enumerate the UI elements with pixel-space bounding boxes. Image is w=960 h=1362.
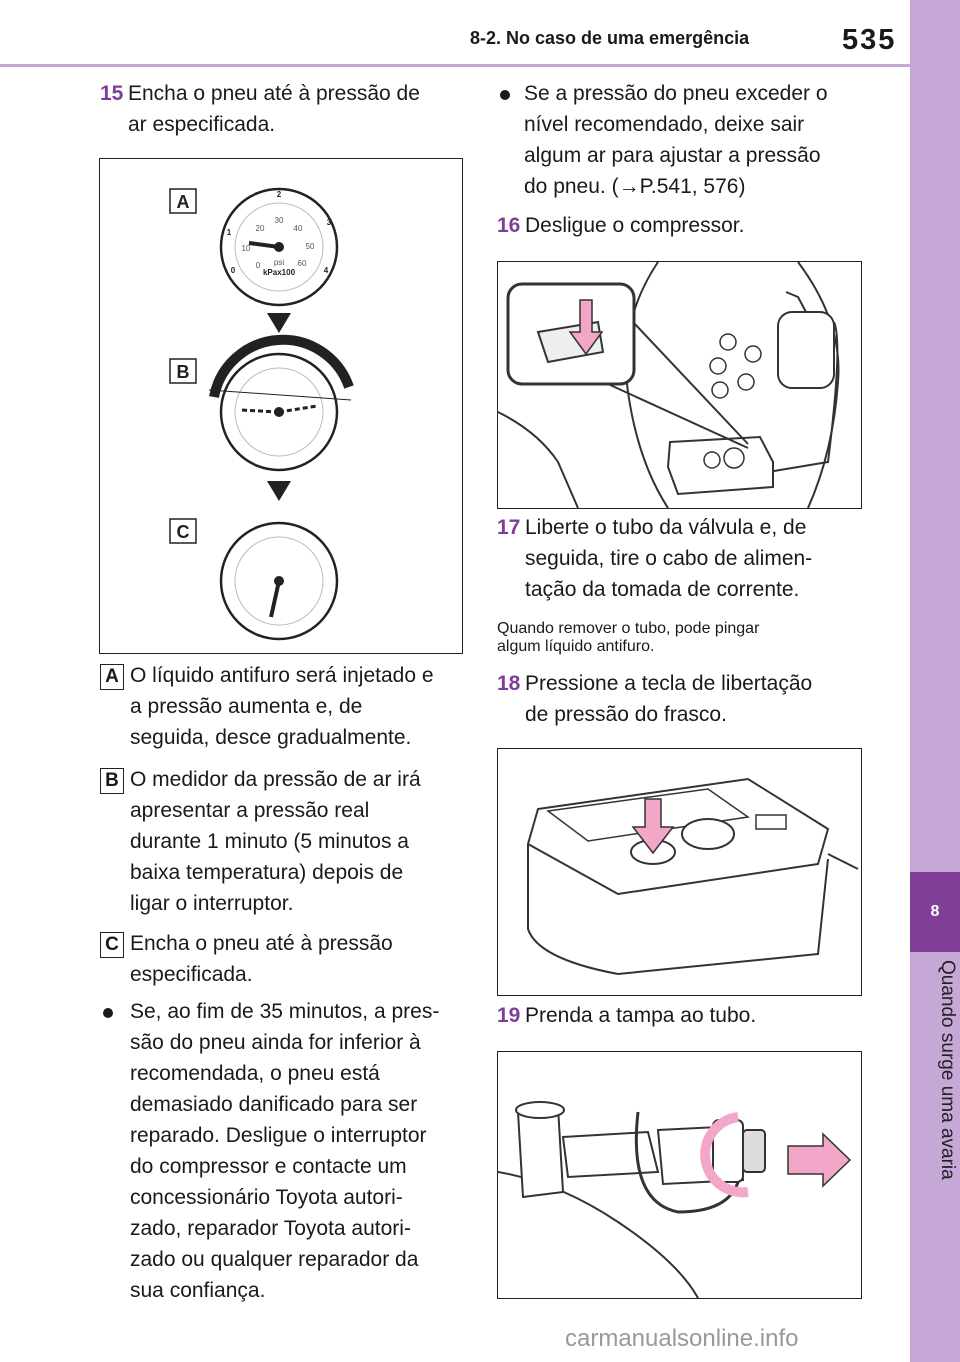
step-text-line: seguida, tire o cabo de alimen- — [525, 547, 813, 570]
text-line: do pneu. (→P.541, 576) — [524, 175, 746, 198]
gauge-illustration — [100, 159, 462, 653]
chapter-number: 8 — [930, 903, 940, 920]
gauge-kpa-4: 4 — [323, 266, 329, 275]
bullet-2-text — [524, 78, 869, 202]
gauge-psi-30: 30 — [274, 216, 284, 225]
step-16 — [497, 210, 857, 241]
chapter-number-box — [910, 872, 960, 952]
text-line: algum líquido antifuro. — [497, 638, 655, 655]
step-text-line: Pressione a tecla de libertação — [525, 672, 813, 695]
step-text-line: de pressão do frasco. — [525, 703, 727, 726]
gauge-figure — [99, 158, 463, 654]
bottle-release-figure — [497, 748, 862, 996]
text-line: durante 1 minuto (5 minutos a — [130, 830, 409, 853]
text-line: seguida, desce gradualmente. — [130, 726, 412, 749]
text-line: sua confiança. — [130, 1279, 266, 1302]
text-line: zado, reparador Toyota autori- — [130, 1217, 411, 1240]
text-line: O líquido antifuro será injetado e — [130, 664, 434, 687]
text-line: do compressor e contacte um — [130, 1155, 407, 1178]
watermark: carmanualsonline.info — [565, 1325, 799, 1352]
text-line: O medidor da pressão de ar irá — [130, 768, 421, 791]
gauge-unit-kpa: kPax100 — [262, 268, 296, 277]
figure-label-c: C — [176, 522, 190, 542]
gauge-kpa-1: 1 — [226, 228, 232, 237]
label-c: C — [105, 934, 119, 955]
figure-label-a: A — [176, 192, 190, 212]
text-line: demasiado danificado para ser — [130, 1093, 418, 1116]
gauge-kpa-2: 2 — [276, 190, 282, 199]
step-text-line: tação da tomada de corrente. — [525, 578, 800, 601]
text-line: Encha o pneu até à pressão — [130, 932, 393, 955]
page-number: 535 — [842, 24, 897, 56]
text-line: Quando remover o tubo, pode pingar — [497, 620, 760, 637]
section-title: 8-2. No caso de uma emergência — [470, 28, 750, 48]
step-text: Prenda a tampa ao tubo. — [525, 1004, 757, 1027]
gauge-psi-0: 0 — [255, 261, 261, 270]
text-line: Se a pressão do pneu exceder o — [524, 82, 828, 105]
cap-tube-figure — [497, 1051, 862, 1299]
step-number: 18 — [497, 672, 521, 695]
compressor-switch-figure — [497, 261, 862, 509]
item-c-text — [130, 928, 470, 990]
bullet-dot — [500, 90, 510, 100]
step-number: 17 — [497, 516, 521, 539]
step-number: 19 — [497, 1004, 521, 1027]
label-box-c — [100, 932, 124, 958]
label-box-b — [100, 768, 124, 794]
text-line: zado ou qualquer reparador da — [130, 1248, 419, 1271]
text-line: algum ar para ajustar a pressão — [524, 144, 821, 167]
gauge-kpa-0: 0 — [230, 266, 236, 275]
text-line: concessionário Toyota autori- — [130, 1186, 403, 1209]
text-line: a pressão aumenta e, de — [130, 695, 363, 718]
gauge-psi-40: 40 — [293, 224, 303, 233]
gauge-psi-60: 60 — [297, 259, 307, 268]
item-b-text — [130, 764, 470, 919]
step-text-line: ar especificada. — [128, 113, 276, 136]
gauge-psi-10: 10 — [241, 244, 251, 253]
label-box-a — [100, 664, 124, 690]
text-line: recomendada, o pneu está — [130, 1062, 380, 1085]
gauge-psi-20: 20 — [255, 224, 265, 233]
text-line: são do pneu ainda for inferior à — [130, 1031, 421, 1054]
text-line: baixa temperatura) depois de — [130, 861, 404, 884]
step-number: 15 — [100, 82, 124, 105]
item-a-text — [130, 660, 470, 753]
gauge-kpa-3: 3 — [326, 218, 332, 227]
header-divider — [0, 64, 912, 67]
step-text-line: Liberte o tubo da válvula e, de — [525, 516, 807, 539]
text-line: especificada. — [130, 963, 253, 986]
step-number: 16 — [497, 214, 521, 237]
step-text: Desligue o compressor. — [525, 214, 745, 237]
label-a: A — [105, 666, 119, 687]
text-line: apresentar a pressão real — [130, 799, 370, 822]
text-line: Se, ao fim de 35 minutos, a pres- — [130, 1000, 440, 1023]
chapter-title: Quando surge uma avaria — [937, 960, 958, 1180]
label-b: B — [105, 770, 119, 791]
text-line: reparado. Desligue o interruptor — [130, 1124, 427, 1147]
bullet-dot — [103, 1008, 113, 1018]
compressor-illustration — [498, 262, 861, 508]
bullet-1-text — [130, 996, 475, 1306]
figure-label-b: B — [176, 362, 190, 382]
step-text-line: Encha o pneu até à pressão de — [128, 82, 420, 105]
bottle-illustration — [498, 749, 861, 995]
step-18 — [497, 668, 862, 730]
gauge-unit-psi: psi — [273, 258, 285, 267]
note-text — [497, 620, 862, 656]
cap-illustration — [498, 1052, 861, 1298]
text-line: ligar o interruptor. — [130, 892, 294, 915]
step-17 — [497, 512, 862, 605]
text-line: nível recomendado, deixe sair — [524, 113, 805, 136]
step-15 — [100, 78, 470, 140]
step-19 — [497, 1000, 862, 1031]
gauge-psi-50: 50 — [305, 242, 315, 251]
